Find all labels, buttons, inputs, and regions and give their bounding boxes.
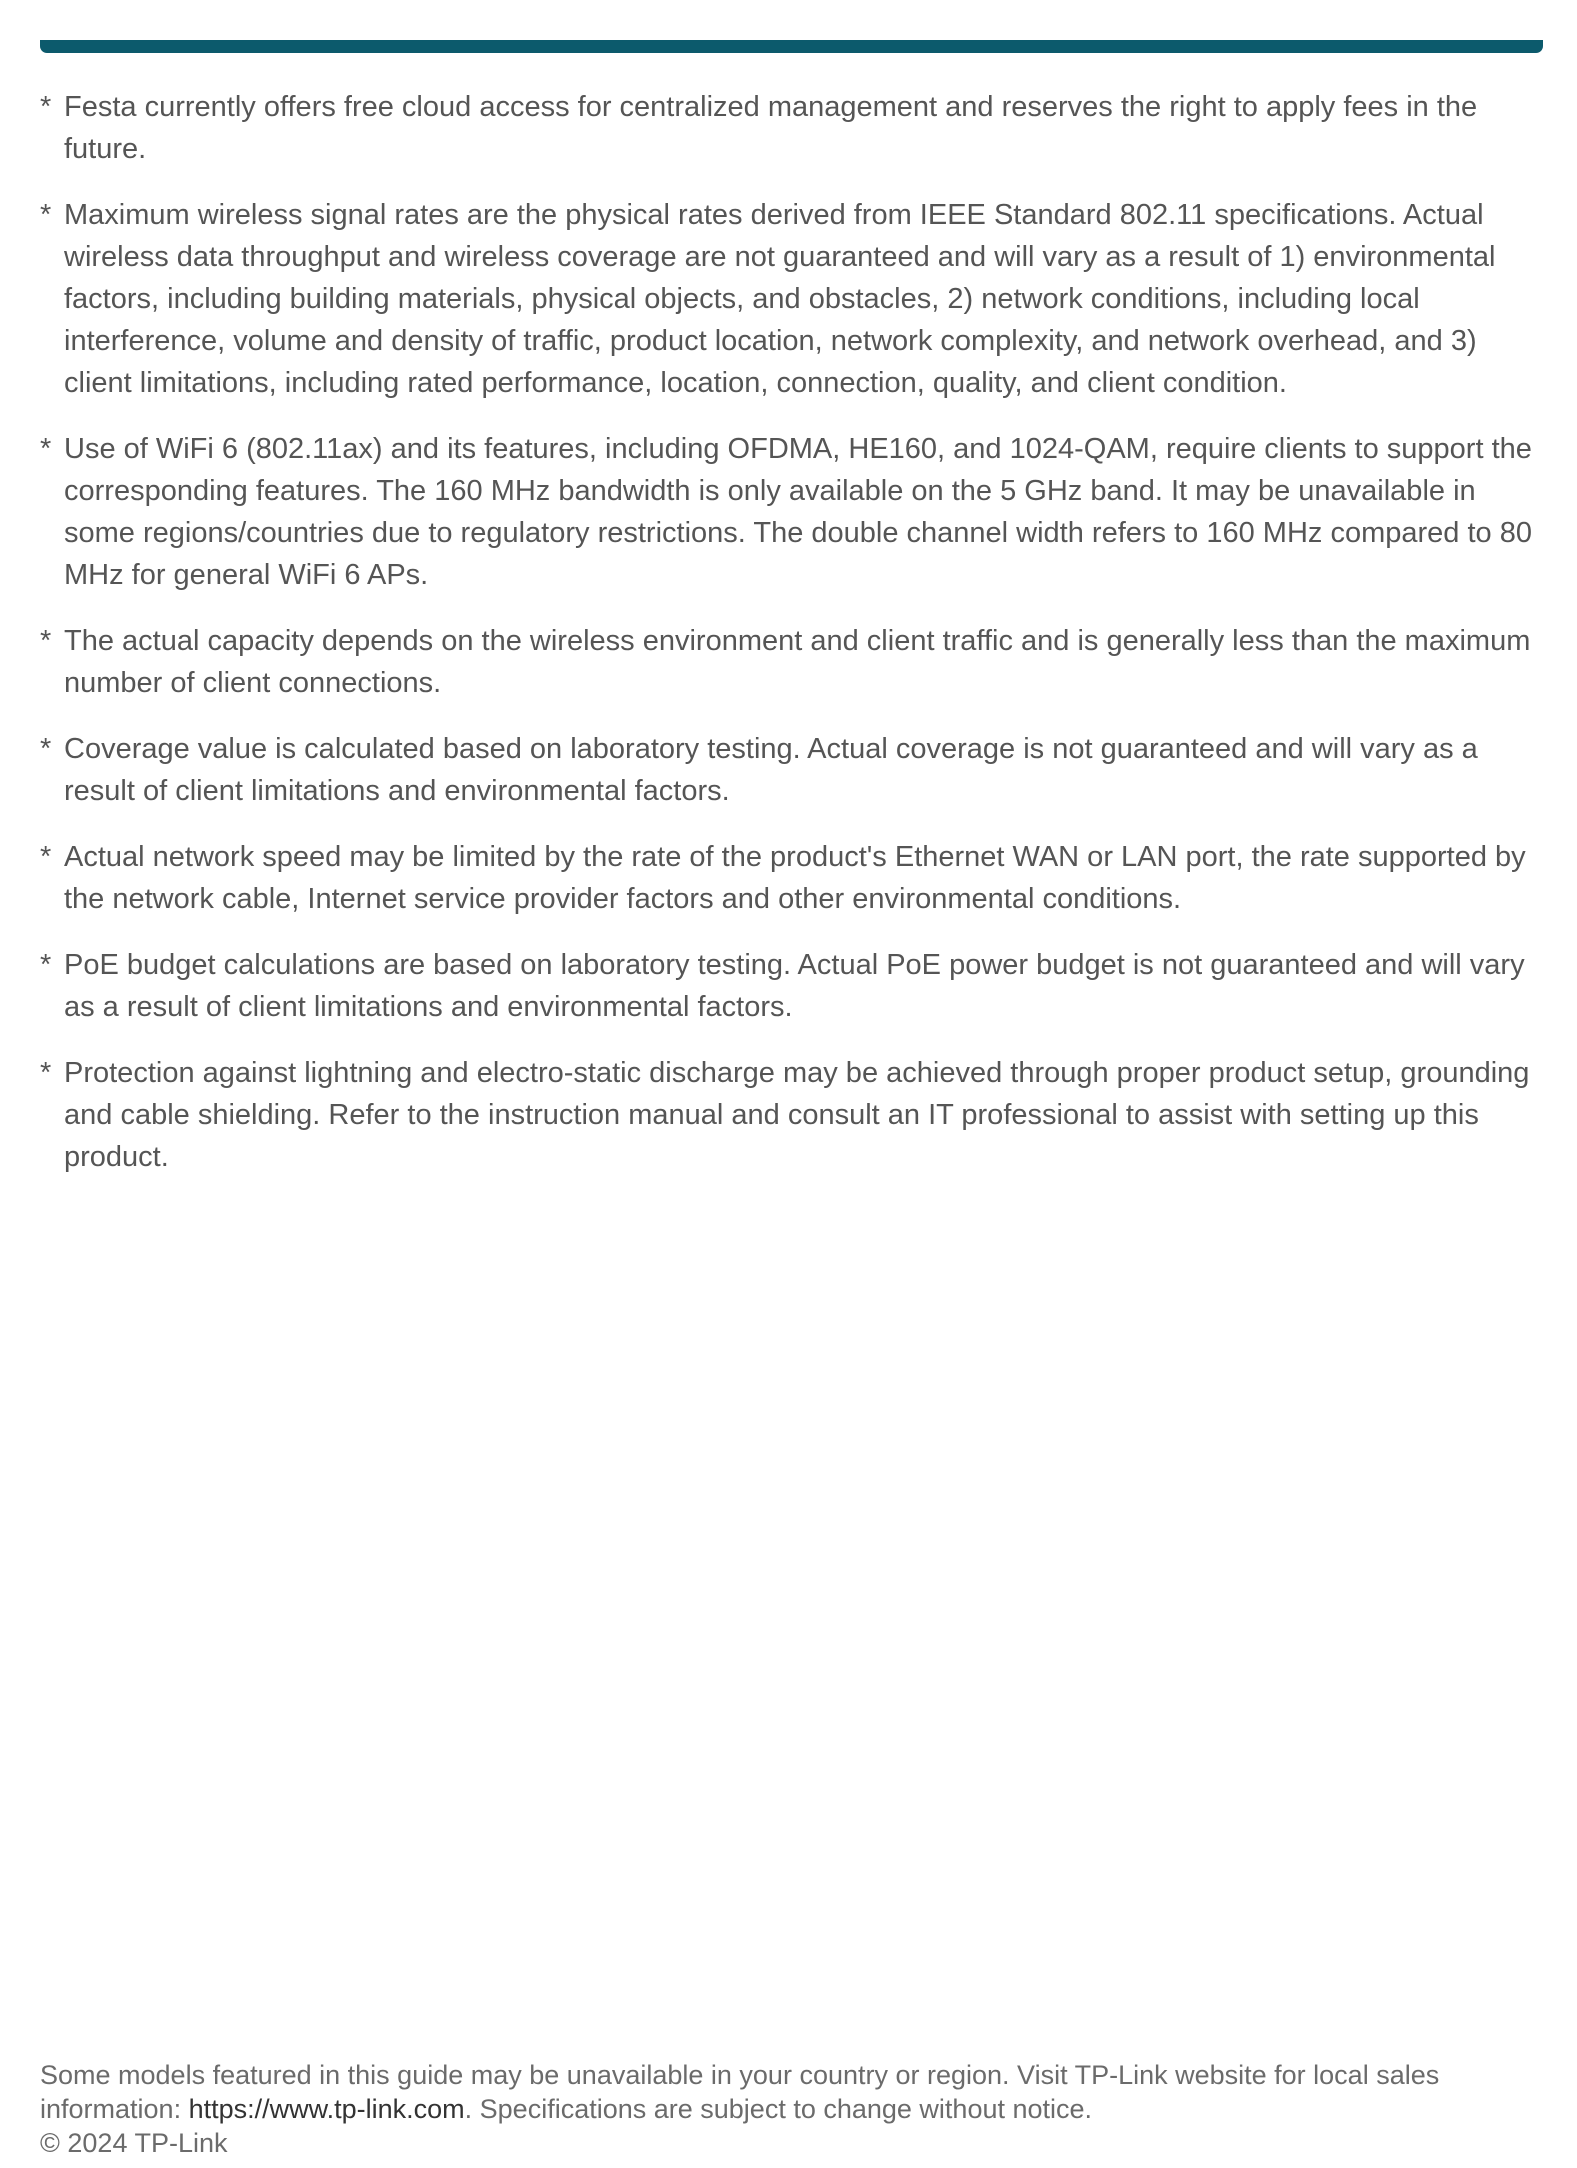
footnote-item	[40, 728, 1552, 812]
footer-text-tail: . Specifications are subject to change without notice.	[464, 2094, 1093, 2124]
footnote-item	[40, 620, 1552, 704]
footnote-text: Actual network speed may be limited by the rate of the product's Ethernet WAN or LAN port, the rate supported by the network cable, Internet service provider factors and other environmental conditions.	[64, 841, 1526, 915]
footnote-item	[40, 86, 1552, 170]
footer-text: Some models featured in this guide may be unavailable in your country or region. Visit TP-Link website for local sales information:	[40, 2060, 1440, 2124]
footnote-item	[40, 836, 1552, 920]
top-accent-bar	[40, 40, 1543, 53]
asterisk-mark: *	[40, 841, 52, 873]
footer-disclaimer	[40, 2058, 1540, 2158]
asterisk-mark: *	[40, 949, 52, 981]
footnote-text: Protection against lightning and electro-static discharge may be achieved through proper product setup, grounding and cable shielding. Refer to the instruction manual and consult an IT professional to assist with setting up this product.	[64, 1057, 1530, 1173]
footnotes-list	[40, 86, 1552, 1202]
asterisk-mark: *	[40, 91, 52, 123]
tp-link-website-link[interactable]: https://www.tp-link.com	[188, 2094, 465, 2124]
footnote-text: PoE budget calculations are based on laboratory testing. Actual PoE power budget is not guaranteed and will vary as a result of client limitations and environmental factors.	[64, 949, 1525, 1023]
asterisk-mark: *	[40, 199, 52, 231]
asterisk-mark: *	[40, 733, 52, 765]
footnote-text: Use of WiFi 6 (802.11ax) and its features, including OFDMA, HE160, and 1024-QAM, require clients to support the corresponding features. The 160 MHz bandwidth is only available on the 5 GHz band. It may be unavailable in some regions/countries due to regulatory restrictions. The double channel width refers to 160 MHz compared to 80 MHz for general WiFi 6 APs.	[64, 433, 1532, 591]
asterisk-mark: *	[40, 433, 52, 465]
footnote-item	[40, 428, 1552, 596]
footnote-text: Festa currently offers free cloud access for centralized management and reserves the right to apply fees in the future.	[64, 91, 1478, 165]
footnote-item	[40, 194, 1552, 404]
copyright-text: © 2024 TP-Link	[40, 2128, 228, 2158]
footnote-text: Coverage value is calculated based on laboratory testing. Actual coverage is not guaranteed and will vary as a result of client limitations and environmental factors.	[64, 733, 1478, 807]
footnote-item	[40, 1052, 1552, 1178]
asterisk-mark: *	[40, 1057, 52, 1089]
footnote-item	[40, 944, 1552, 1028]
footnote-text: Maximum wireless signal rates are the physical rates derived from IEEE Standard 802.11 specifications. Actual wireless data throughput and wireless coverage are not guaranteed and will vary as a result of 1) environmental factors, including building materials, physical objects, and obstacles, 2) network conditions, including local interference, volume and density of traffic, product location, network complexity, and network overhead, and 3) client limitations, including rated performance, location, connection, quality, and client condition.	[64, 199, 1496, 399]
footnote-text: The actual capacity depends on the wireless environment and client traffic and is generally less than the maximum number of client connections.	[64, 625, 1531, 699]
asterisk-mark: *	[40, 625, 52, 657]
